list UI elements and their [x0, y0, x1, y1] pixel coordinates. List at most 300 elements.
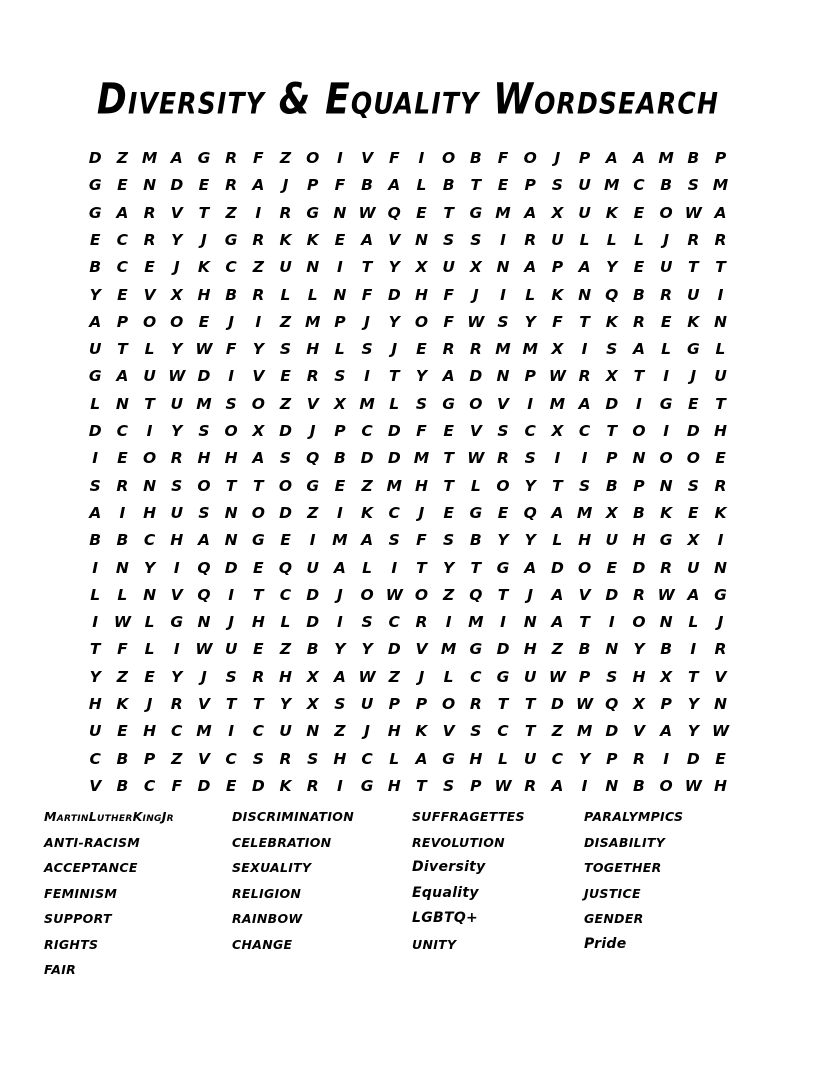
grid-cell[interactable]: P	[578, 149, 591, 168]
word-list-item[interactable]: Pride	[584, 935, 627, 952]
grid-cell[interactable]: S	[687, 476, 699, 495]
grid-cell[interactable]: I	[445, 613, 452, 632]
grid-cell[interactable]: L	[661, 340, 672, 359]
grid-cell[interactable]: H	[306, 340, 320, 359]
grid-cell[interactable]: L	[606, 231, 617, 249]
grid-cell[interactable]: W	[168, 367, 186, 386]
word-list-item[interactable]: PARALYMPICS	[584, 809, 684, 825]
grid-cell[interactable]: K	[660, 503, 673, 522]
grid-cell[interactable]: U	[442, 258, 455, 277]
grid-cell[interactable]: R	[306, 367, 319, 386]
grid-cell[interactable]: E	[688, 394, 699, 413]
grid-cell[interactable]: A	[578, 394, 591, 413]
grid-cell[interactable]: V	[170, 585, 183, 604]
grid-cell[interactable]: N	[306, 258, 320, 277]
grid-cell[interactable]: K	[714, 503, 727, 522]
word-list-item[interactable]: REVOLUTION	[412, 834, 505, 850]
grid-cell[interactable]: E	[280, 531, 291, 550]
grid-cell[interactable]: H	[88, 695, 102, 714]
grid-cell[interactable]: M	[304, 312, 321, 331]
grid-cell[interactable]: K	[197, 258, 210, 277]
grid-cell[interactable]: Y	[524, 531, 536, 550]
grid-cell[interactable]: C	[143, 531, 156, 550]
grid-cell[interactable]: P	[116, 312, 129, 331]
grid-cell[interactable]: M	[495, 340, 511, 359]
grid-cell[interactable]: N	[714, 558, 727, 577]
grid-cell[interactable]: J	[228, 613, 235, 632]
word-list-item[interactable]: SUFFRAGETTES	[412, 809, 525, 825]
grid-cell[interactable]: N	[224, 503, 238, 522]
grid-cell[interactable]: H	[714, 776, 727, 795]
grid-cell[interactable]: Q	[387, 203, 401, 222]
grid-cell[interactable]: N	[714, 695, 727, 714]
grid-cell[interactable]: E	[416, 340, 427, 359]
grid-cell[interactable]: A	[632, 149, 645, 168]
grid-cell[interactable]: B	[306, 640, 319, 659]
grid-cell[interactable]: A	[687, 585, 700, 604]
grid-cell[interactable]: S	[497, 312, 509, 331]
grid-cell[interactable]: A	[524, 558, 537, 577]
grid-cell[interactable]: M	[413, 449, 430, 468]
grid-cell[interactable]: Z	[252, 258, 264, 277]
grid-cell[interactable]: D	[387, 285, 401, 304]
grid-cell[interactable]: R	[170, 449, 183, 468]
grid-cell[interactable]: I	[581, 340, 588, 359]
grid-cell[interactable]: M	[658, 149, 674, 168]
grid-cell[interactable]: M	[576, 503, 593, 522]
grid-cell[interactable]: I	[336, 776, 343, 795]
grid-cell[interactable]: I	[608, 613, 615, 632]
grid-cell[interactable]: F	[443, 312, 454, 331]
grid-cell[interactable]: T	[524, 722, 536, 741]
grid-cell[interactable]: L	[525, 285, 536, 304]
word-list-item[interactable]: RELIGION	[232, 885, 302, 901]
grid-cell[interactable]: Q	[197, 585, 211, 604]
grid-cell[interactable]: I	[336, 258, 343, 277]
grid-cell[interactable]: B	[333, 449, 346, 468]
grid-cell[interactable]: U	[143, 367, 156, 386]
grid-cell[interactable]: R	[632, 749, 645, 768]
grid-cell[interactable]: T	[688, 258, 699, 277]
grid-cell[interactable]: J	[554, 149, 561, 168]
grid-cell[interactable]: I	[173, 640, 180, 659]
grid-cell[interactable]: P	[470, 776, 482, 795]
grid-cell[interactable]: T	[89, 640, 101, 659]
grid-cell[interactable]: I	[92, 449, 99, 468]
grid-cell[interactable]: J	[364, 722, 370, 741]
grid-cell[interactable]: E	[416, 203, 427, 222]
grid-cell[interactable]: G	[714, 585, 727, 604]
grid-cell[interactable]: C	[361, 749, 373, 768]
grid-cell[interactable]: J	[282, 176, 289, 195]
grid-cell[interactable]: X	[306, 667, 319, 686]
grid-cell[interactable]: I	[581, 449, 588, 468]
grid-cell[interactable]: A	[116, 367, 129, 386]
grid-cell[interactable]: R	[442, 340, 455, 359]
grid-cell[interactable]: S	[524, 449, 536, 468]
grid-cell[interactable]: J	[717, 613, 724, 632]
grid-cell[interactable]: L	[307, 285, 318, 304]
grid-cell[interactable]: M	[332, 531, 348, 550]
grid-cell[interactable]: J	[472, 285, 479, 304]
grid-cell[interactable]: E	[144, 258, 155, 277]
grid-cell[interactable]: U	[578, 176, 591, 195]
grid-cell[interactable]: X	[252, 422, 265, 441]
grid-cell[interactable]: C	[116, 231, 129, 249]
grid-cell[interactable]: C	[633, 176, 645, 195]
grid-cell[interactable]: M	[468, 613, 484, 632]
grid-cell[interactable]: I	[255, 203, 262, 222]
grid-cell[interactable]: E	[606, 558, 618, 577]
grid-cell[interactable]: M	[549, 394, 566, 413]
word-list-item[interactable]: SEXUALITY	[232, 860, 312, 876]
grid-cell[interactable]: C	[225, 749, 237, 768]
grid-cell[interactable]: D	[279, 503, 292, 522]
grid-cell[interactable]: Y	[443, 558, 455, 577]
grid-cell[interactable]: O	[306, 149, 320, 168]
grid-cell[interactable]: E	[334, 231, 346, 249]
grid-cell[interactable]: I	[309, 531, 316, 550]
grid-cell[interactable]: Z	[225, 203, 237, 222]
grid-cell[interactable]: B	[469, 149, 482, 168]
grid-cell[interactable]: I	[554, 449, 561, 468]
grid-cell[interactable]: O	[360, 585, 374, 604]
grid-cell[interactable]: L	[90, 585, 101, 604]
grid-cell[interactable]: T	[416, 776, 427, 795]
grid-cell[interactable]: B	[660, 640, 673, 659]
grid-cell[interactable]: U	[714, 367, 727, 386]
grid-cell[interactable]: V	[197, 695, 210, 714]
grid-cell[interactable]: L	[90, 394, 101, 413]
grid-cell[interactable]: G	[306, 203, 320, 222]
grid-cell[interactable]: O	[278, 476, 293, 495]
grid-cell[interactable]: X	[551, 422, 564, 441]
grid-cell[interactable]: T	[144, 394, 155, 413]
grid-cell[interactable]: X	[170, 285, 183, 304]
grid-cell[interactable]: O	[659, 203, 673, 222]
grid-cell[interactable]: H	[279, 667, 292, 686]
grid-cell[interactable]: K	[306, 231, 319, 249]
grid-cell[interactable]: V	[469, 422, 482, 441]
grid-cell[interactable]: Y	[388, 258, 400, 277]
grid-cell[interactable]: D	[224, 558, 238, 577]
grid-cell[interactable]: U	[224, 640, 238, 659]
grid-cell[interactable]: X	[632, 695, 645, 714]
grid-cell[interactable]: G	[88, 203, 102, 222]
grid-cell[interactable]: B	[633, 503, 645, 522]
grid-cell[interactable]: X	[551, 203, 564, 222]
grid-cell[interactable]: A	[551, 585, 564, 604]
grid-cell[interactable]: C	[578, 422, 591, 441]
grid-cell[interactable]: H	[469, 749, 483, 768]
grid-cell[interactable]: X	[306, 695, 319, 714]
grid-cell[interactable]: E	[660, 312, 672, 331]
grid-cell[interactable]: S	[361, 613, 373, 632]
grid-cell[interactable]: I	[500, 231, 506, 249]
grid-cell[interactable]: J	[418, 503, 425, 522]
grid-cell[interactable]: U	[687, 558, 700, 577]
word-list-item[interactable]: GENDER	[584, 911, 644, 927]
grid-cell[interactable]: R	[469, 340, 482, 359]
grid-cell[interactable]: I	[500, 613, 506, 632]
grid-cell[interactable]: J	[418, 667, 425, 686]
grid-cell[interactable]: A	[252, 449, 265, 468]
grid-cell[interactable]: A	[551, 613, 564, 632]
grid-cell[interactable]: O	[632, 422, 646, 441]
grid-cell[interactable]: W	[576, 695, 594, 714]
grid-cell[interactable]: Y	[687, 722, 699, 741]
grid-cell[interactable]: E	[253, 558, 264, 577]
grid-cell[interactable]: N	[605, 776, 619, 795]
grid-cell[interactable]: R	[524, 231, 537, 249]
grid-cell[interactable]: A	[361, 531, 374, 550]
grid-cell[interactable]: K	[116, 695, 129, 714]
grid-cell[interactable]: R	[524, 776, 537, 795]
grid-cell[interactable]: D	[251, 776, 265, 795]
grid-cell[interactable]: Z	[279, 394, 292, 413]
grid-cell[interactable]: R	[660, 558, 673, 577]
word-list-item[interactable]: SUPPORT	[44, 911, 112, 927]
grid-cell[interactable]: O	[469, 394, 483, 413]
grid-cell[interactable]: S	[415, 394, 428, 413]
grid-cell[interactable]: B	[442, 176, 455, 195]
grid-cell[interactable]: P	[334, 312, 346, 331]
grid-cell[interactable]: J	[173, 258, 180, 277]
grid-cell[interactable]: X	[333, 394, 346, 413]
grid-cell[interactable]: G	[224, 231, 238, 249]
grid-cell[interactable]: D	[469, 367, 483, 386]
grid-cell[interactable]: P	[633, 476, 645, 495]
grid-cell[interactable]: E	[497, 176, 509, 195]
grid-cell[interactable]: Y	[143, 558, 156, 577]
grid-cell[interactable]: W	[548, 667, 566, 686]
grid-cell[interactable]: F	[334, 176, 346, 195]
grid-cell[interactable]: B	[89, 258, 102, 277]
grid-cell[interactable]: C	[225, 258, 237, 277]
grid-cell[interactable]: C	[551, 749, 564, 768]
grid-cell[interactable]: G	[197, 149, 211, 168]
grid-cell[interactable]: E	[633, 203, 645, 222]
grid-cell[interactable]: T	[225, 695, 237, 714]
grid-cell[interactable]: D	[605, 394, 619, 413]
grid-cell[interactable]: L	[144, 340, 155, 359]
grid-cell[interactable]: W	[711, 722, 730, 741]
word-list-item[interactable]: ANTI-RACISM	[44, 834, 140, 850]
grid-cell[interactable]: S	[551, 176, 563, 195]
grid-cell[interactable]: U	[170, 394, 184, 413]
grid-cell[interactable]: I	[717, 285, 724, 304]
grid-cell[interactable]: P	[606, 749, 618, 768]
grid-cell[interactable]: S	[361, 340, 373, 359]
grid-cell[interactable]: J	[527, 585, 534, 604]
grid-cell[interactable]: P	[660, 695, 672, 714]
grid-cell[interactable]: C	[524, 422, 536, 441]
grid-cell[interactable]: Y	[606, 258, 618, 277]
grid-cell[interactable]: N	[115, 394, 129, 413]
grid-cell[interactable]: A	[388, 176, 401, 195]
grid-cell[interactable]: H	[251, 613, 265, 632]
grid-cell[interactable]: F	[416, 422, 427, 441]
grid-cell[interactable]: H	[170, 531, 184, 550]
grid-cell[interactable]: L	[280, 285, 291, 304]
grid-cell[interactable]: T	[443, 449, 454, 468]
grid-cell[interactable]: E	[117, 176, 128, 195]
grid-cell[interactable]: E	[225, 776, 237, 795]
grid-cell[interactable]: I	[527, 394, 534, 413]
grid-cell[interactable]: T	[117, 340, 128, 359]
grid-cell[interactable]: E	[117, 285, 128, 304]
grid-cell[interactable]: L	[389, 749, 400, 768]
grid-cell[interactable]: Q	[469, 585, 483, 604]
grid-cell[interactable]: J	[146, 695, 153, 714]
grid-cell[interactable]: B	[605, 476, 618, 495]
grid-cell[interactable]: N	[115, 558, 129, 577]
grid-cell[interactable]: Y	[633, 640, 645, 659]
grid-cell[interactable]: U	[523, 667, 537, 686]
grid-cell[interactable]: S	[687, 176, 699, 195]
grid-cell[interactable]: T	[579, 312, 590, 331]
grid-cell[interactable]: G	[659, 531, 673, 550]
grid-cell[interactable]: U	[88, 722, 102, 741]
grid-cell[interactable]: B	[660, 176, 673, 195]
grid-cell[interactable]: I	[690, 640, 697, 659]
grid-cell[interactable]: Q	[605, 695, 619, 714]
grid-cell[interactable]: S	[470, 231, 482, 249]
grid-cell[interactable]: C	[497, 722, 509, 741]
grid-cell[interactable]: W	[657, 585, 675, 604]
grid-cell[interactable]: A	[632, 340, 645, 359]
grid-cell[interactable]: R	[714, 231, 727, 249]
grid-cell[interactable]: S	[307, 749, 319, 768]
grid-cell[interactable]: S	[388, 531, 400, 550]
grid-cell[interactable]: I	[173, 558, 180, 577]
grid-cell[interactable]: J	[201, 667, 207, 686]
grid-cell[interactable]: U	[306, 558, 319, 577]
grid-cell[interactable]: V	[442, 722, 455, 741]
grid-cell[interactable]: X	[605, 367, 618, 386]
grid-cell[interactable]: T	[253, 476, 264, 495]
grid-cell[interactable]: H	[523, 640, 537, 659]
grid-cell[interactable]: C	[116, 258, 129, 277]
grid-cell[interactable]: S	[279, 449, 292, 468]
grid-cell[interactable]: L	[362, 558, 372, 577]
grid-cell[interactable]: E	[89, 231, 101, 249]
grid-cell[interactable]: Z	[279, 312, 292, 331]
word-list-item[interactable]: CELEBRATION	[232, 834, 332, 850]
grid-cell[interactable]: F	[361, 285, 373, 304]
word-list-item[interactable]: LGBTQ+	[412, 910, 479, 927]
grid-cell[interactable]: E	[715, 749, 726, 768]
grid-cell[interactable]: M	[196, 722, 212, 741]
grid-cell[interactable]: K	[605, 312, 618, 331]
grid-cell[interactable]: H	[224, 449, 238, 468]
grid-cell[interactable]: N	[714, 312, 727, 331]
grid-cell[interactable]: V	[252, 367, 265, 386]
grid-cell[interactable]: C	[361, 422, 373, 441]
grid-cell[interactable]: W	[113, 613, 131, 632]
grid-cell[interactable]: X	[687, 531, 700, 550]
grid-cell[interactable]: W	[195, 640, 213, 659]
grid-cell[interactable]: Y	[415, 367, 428, 386]
grid-cell[interactable]: M	[604, 176, 620, 195]
grid-cell[interactable]: N	[333, 285, 347, 304]
grid-cell[interactable]: U	[170, 503, 184, 522]
grid-cell[interactable]: H	[714, 422, 727, 441]
grid-cell[interactable]: U	[551, 231, 564, 249]
grid-cell[interactable]: I	[228, 722, 235, 741]
grid-cell[interactable]: D	[632, 558, 646, 577]
grid-cell[interactable]: A	[252, 176, 265, 195]
grid-cell[interactable]: P	[143, 749, 156, 768]
grid-cell[interactable]: M	[196, 394, 212, 413]
grid-cell[interactable]: T	[497, 585, 509, 604]
grid-cell[interactable]: S	[578, 476, 591, 495]
grid-cell[interactable]: A	[89, 312, 102, 331]
grid-cell[interactable]: L	[416, 176, 427, 195]
grid-cell[interactable]: A	[442, 367, 455, 386]
grid-cell[interactable]: C	[388, 503, 400, 522]
grid-cell[interactable]: B	[469, 531, 482, 550]
grid-cell[interactable]: J	[391, 340, 398, 359]
word-list-item[interactable]: CHANGE	[232, 936, 293, 952]
grid-cell[interactable]: E	[198, 312, 210, 331]
grid-cell[interactable]: M	[386, 476, 402, 495]
grid-cell[interactable]: C	[470, 667, 482, 686]
grid-cell[interactable]: A	[333, 558, 346, 577]
grid-cell[interactable]: R	[252, 285, 265, 304]
grid-cell[interactable]: O	[496, 476, 510, 495]
grid-cell[interactable]: B	[687, 149, 700, 168]
grid-cell[interactable]: D	[605, 722, 619, 741]
grid-cell[interactable]: E	[443, 422, 454, 441]
grid-cell[interactable]: F	[388, 149, 400, 168]
grid-cell[interactable]: Y	[89, 667, 101, 686]
grid-cell[interactable]: N	[197, 613, 211, 632]
grid-cell[interactable]: O	[224, 422, 238, 441]
grid-cell[interactable]: Q	[605, 285, 619, 304]
word-list-item[interactable]: RIGHTS	[44, 936, 99, 952]
grid-cell[interactable]: Z	[307, 503, 319, 522]
grid-cell[interactable]: O	[523, 149, 537, 168]
grid-cell[interactable]: S	[443, 531, 455, 550]
grid-cell[interactable]: A	[551, 776, 564, 795]
grid-cell[interactable]: B	[89, 531, 102, 550]
grid-cell[interactable]: H	[333, 749, 347, 768]
grid-cell[interactable]: T	[497, 695, 509, 714]
grid-cell[interactable]: G	[442, 749, 455, 768]
grid-cell[interactable]: R	[578, 367, 591, 386]
grid-cell[interactable]: L	[389, 394, 400, 413]
grid-cell[interactable]: I	[663, 422, 670, 441]
grid-cell[interactable]: W	[548, 367, 566, 386]
grid-cell[interactable]: A	[415, 749, 428, 768]
grid-cell[interactable]: N	[143, 176, 157, 195]
grid-cell[interactable]: H	[197, 285, 211, 304]
grid-cell[interactable]: G	[659, 394, 673, 413]
grid-cell[interactable]: L	[579, 231, 590, 249]
grid-cell[interactable]: Y	[524, 476, 536, 495]
grid-cell[interactable]: D	[550, 695, 564, 714]
grid-cell[interactable]: H	[414, 285, 428, 304]
grid-cell[interactable]: S	[443, 776, 455, 795]
grid-cell[interactable]: D	[387, 640, 401, 659]
grid-cell[interactable]: G	[469, 203, 483, 222]
word-list-item[interactable]: Diversity	[412, 859, 486, 876]
grid-cell[interactable]: P	[524, 367, 536, 386]
grid-cell[interactable]: Q	[523, 503, 537, 522]
grid-cell[interactable]: G	[442, 394, 455, 413]
grid-cell[interactable]: T	[416, 558, 427, 577]
